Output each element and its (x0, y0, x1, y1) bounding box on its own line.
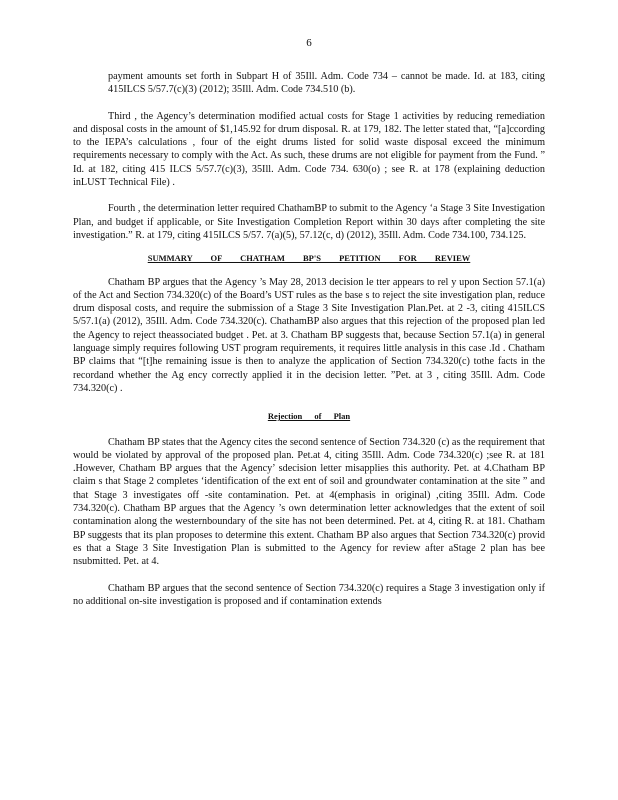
page-number: 6 (306, 37, 312, 49)
continuation-paragraph: payment amounts set forth in Subpart H of 35Ill. Adm. Code 734 – cannot be made. Id. at 183, citing 415ILCS 5/57.7(c)(3) (2012); 35Ill. Adm. Code 734.510 (b). (108, 71, 545, 96)
heading-summary: SUMMARY OF CHATHAM BP'S PETITION FOR REVIEW (147, 253, 471, 264)
document-body (73, 70, 545, 608)
paragraph-rejection-1: Chatham BP states that the Agency cites the second sentence of Section 734.320 (c) as the requirement that would be violated by approval of the proposed plan. Pet.at 4, citing 35Ill. Adm. Code 734.320(c) ;see R. at 181 .However, Chatham BP argues that the Agency’ sdecision letter misapplies this authority. Pet. at 4.Chatham BP claim s that Stage 2 completes ‘identification of the ext ent of soil and groundwater contamination at the site ” and that Stage 3 investigates off -site contamination. Pet. at 4(emphasis in original) ,citing 35Ill. Adm. Code 734.320(c). Chatham BP argues that the Agency ’s own determination letter acknowledges that the extent of soil contamination along the westernboundary of the site has not been determined. Pet. at 4, citing R. at 181. Chatham BP suggests that its plan proposes to determine this extent. Chatham BP also argues that Section 734.320(c) provid es that a Stage 3 Site Investigation Plan is submitted to the Agency for review after aStage 2 plan has bee nsubmitted. Pet. at 4. (73, 436, 545, 568)
paragraph-rejection-2: Chatham BP argues that the second sentence of Section 734.320(c) requires a Stage 3 investigation only if no additional on-site investigation is proposed and if contamination extends (73, 582, 545, 607)
paragraph-fourth: Fourth , the determination letter required ChathamBP to submit to the Agency ‘a Stage 3 Site Investigation Plan, and budget if applicable, or Site Investigation Completion Report within 30 days after completing the site investigation.” R. at 179, citing 415ILCS 5/57. 7(a)(5), 57.12(c, d) (2012), 35Ill. Adm. Code 734.100, 734.125. (73, 203, 545, 241)
heading-rejection: Rejection of Plan (267, 411, 351, 422)
paragraph-summary: Chatham BP argues that the Agency ’s May 28, 2013 decision le tter appears to rel y upon Section 57.1(a) of the Act and Section 734.320(c) of the Board’s UST rules as the base s to reject the site investigation plan, reduce drum disposal costs, and require the submission of a Stage 3 Site Investigation Plan.Pet. at 2 -3, citing 415ILCS 5/57.1(a) (2012), 35Ill. Adm. Code 734.320(c). ChathamBP also argues that this rejection of the proposed plan led the Agency to reject theassociated budget . Pet. at 3. Chatham BP suggests that, because Section 57.1(a) in general language simply requires following UST program requirements, it requires little analysis in this case .Id . Chatham BP claims that “[t]he remaining issue is then to analyze the application of Section 734.320(c) tothe facts in the recordand whether the Ag ency correctly applied it in the decision letter. ”Pet. at 3 , citing 35Ill. Adm. Code 734.320(c) . (73, 276, 545, 394)
paragraph-third: Third , the Agency’s determination modified actual costs for Stage 1 activities by reducing remediation and disposal costs in the amount of $1,145.92 for drum disposal. R. at 179, 182. The letter stated that, “[a]ccording to the IEPA’s calculations , four of the eight drums listed for solid waste disposal exceed the minimum requirements necessary to comply with the Act. As such, these drums are not eligible for payment from the Fund. ” Id. at 182, citing 415 ILCS 5/57.7(c)(3), 35Ill. Adm. Code 734. 630(o) ; see R. at 178 (explaining deduction inLUST Technical File) . (73, 110, 545, 189)
